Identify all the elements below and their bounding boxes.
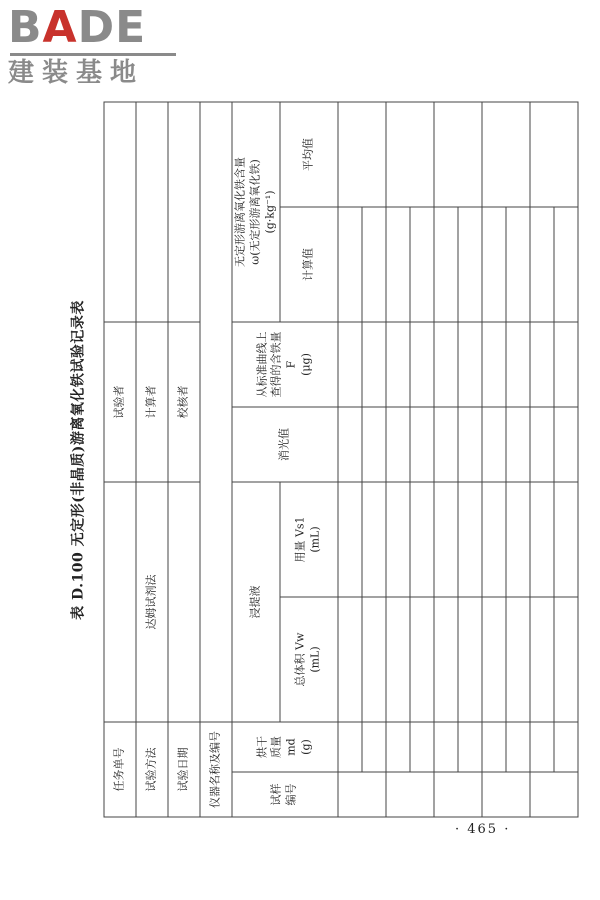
info-row-date [168,102,200,817]
cell [337,322,361,407]
table-row [385,102,409,817]
table-row [505,102,529,817]
rotated-form-page [65,103,535,818]
cell [481,322,505,407]
cell-average [385,102,433,207]
cell [409,597,433,722]
cell [553,597,577,722]
cell [361,407,385,482]
label-tester: 试验者 [104,322,136,482]
value-instrument [200,102,232,722]
value-test-method: 达姆试剂法 [136,482,168,722]
cell [337,407,361,482]
cell [553,322,577,407]
cell [337,482,361,597]
cell [457,322,481,407]
cell [337,597,361,722]
value-calculator [136,102,168,322]
cell [409,482,433,597]
page-number: · 465 · [455,822,511,837]
table-row [457,102,481,817]
cell [529,207,553,322]
cell [361,207,385,322]
info-row-instrument [200,102,232,817]
cell [505,597,529,722]
cell [409,722,433,772]
cell [505,207,529,322]
header-calculated: 计算值 [279,207,337,322]
record-table [103,102,578,818]
cell-average [529,102,577,207]
cell [529,482,553,597]
cell [529,407,553,482]
table-row [361,102,385,817]
cell-average [433,102,481,207]
cell [481,482,505,597]
logo-underline [10,53,176,56]
cell [433,597,457,722]
value-task-number [104,482,136,722]
cell [505,722,529,772]
table-row [409,102,433,817]
cell [409,407,433,482]
cell [433,207,457,322]
cell [385,482,409,597]
cell [505,482,529,597]
label-test-date: 试验日期 [168,722,200,817]
cell [337,722,361,772]
header-iron-content: 从标准曲线上 查得的含铁量 F (μg) [232,322,338,407]
cell [385,407,409,482]
header-sample-number: 试样 编号 [232,772,338,817]
header-total-volume: 总体积 Vw (mL) [279,597,337,722]
cell [361,597,385,722]
cell [457,207,481,322]
table-row [481,102,505,817]
cell-average [337,102,385,207]
info-row-method [136,102,168,817]
header-dosage: 用量 Vs1 (mL) [279,482,337,597]
cell [553,407,577,482]
cell [385,207,409,322]
bade-logo [8,2,178,88]
cell [361,722,385,772]
cell-average [481,102,529,207]
cell [505,407,529,482]
logo-wordmark: BADE [8,2,147,53]
table-row [529,102,553,817]
header-result: 无定形游离氧化铁含量 ω(无定形游离氧化铁) (g·kg⁻¹) [232,102,280,322]
cell [433,322,457,407]
table-row [433,102,457,817]
header-row-1 [232,102,280,817]
label-test-method: 试验方法 [136,722,168,817]
cell [457,597,481,722]
label-calculator: 计算者 [136,322,168,482]
header-absorbance: 消光值 [232,407,338,482]
cell-sample [433,772,481,817]
cell [529,322,553,407]
label-instrument: 仪器名称及编号 [200,722,232,817]
cell [361,322,385,407]
cell [529,722,553,772]
cell [409,207,433,322]
cell [385,597,409,722]
cell [433,482,457,597]
table-row [553,102,577,817]
table-caption: 表 D.100 无定形(非晶质)游离氧化铁试验记录表 [70,300,86,620]
label-task-number: 任务单号 [104,722,136,817]
cell [457,722,481,772]
cell-sample [385,772,433,817]
table-row [337,102,361,817]
info-row-task [104,102,136,817]
cell-sample [337,772,385,817]
cell [457,482,481,597]
cell [433,722,457,772]
cell [337,207,361,322]
value-tester [104,102,136,322]
cell [529,597,553,722]
cell [385,722,409,772]
header-extract: 浸提液 [232,482,280,722]
cell [481,722,505,772]
value-test-date [168,482,200,722]
label-checker: 校核者 [168,322,200,482]
value-checker [168,102,200,322]
cell [553,722,577,772]
cell-sample [481,772,529,817]
cell [433,407,457,482]
logo-subtitle: 建装基地 [8,58,145,88]
cell [553,207,577,322]
cell [481,207,505,322]
cell-sample [529,772,577,817]
header-average: 平均值 [279,102,337,207]
cell [361,482,385,597]
cell [481,407,505,482]
cell [481,597,505,722]
header-dry-mass: 烘干 质量 md (g) [232,722,338,772]
cell [385,322,409,407]
cell [505,322,529,407]
cell [553,482,577,597]
cell [409,322,433,407]
cell [457,407,481,482]
